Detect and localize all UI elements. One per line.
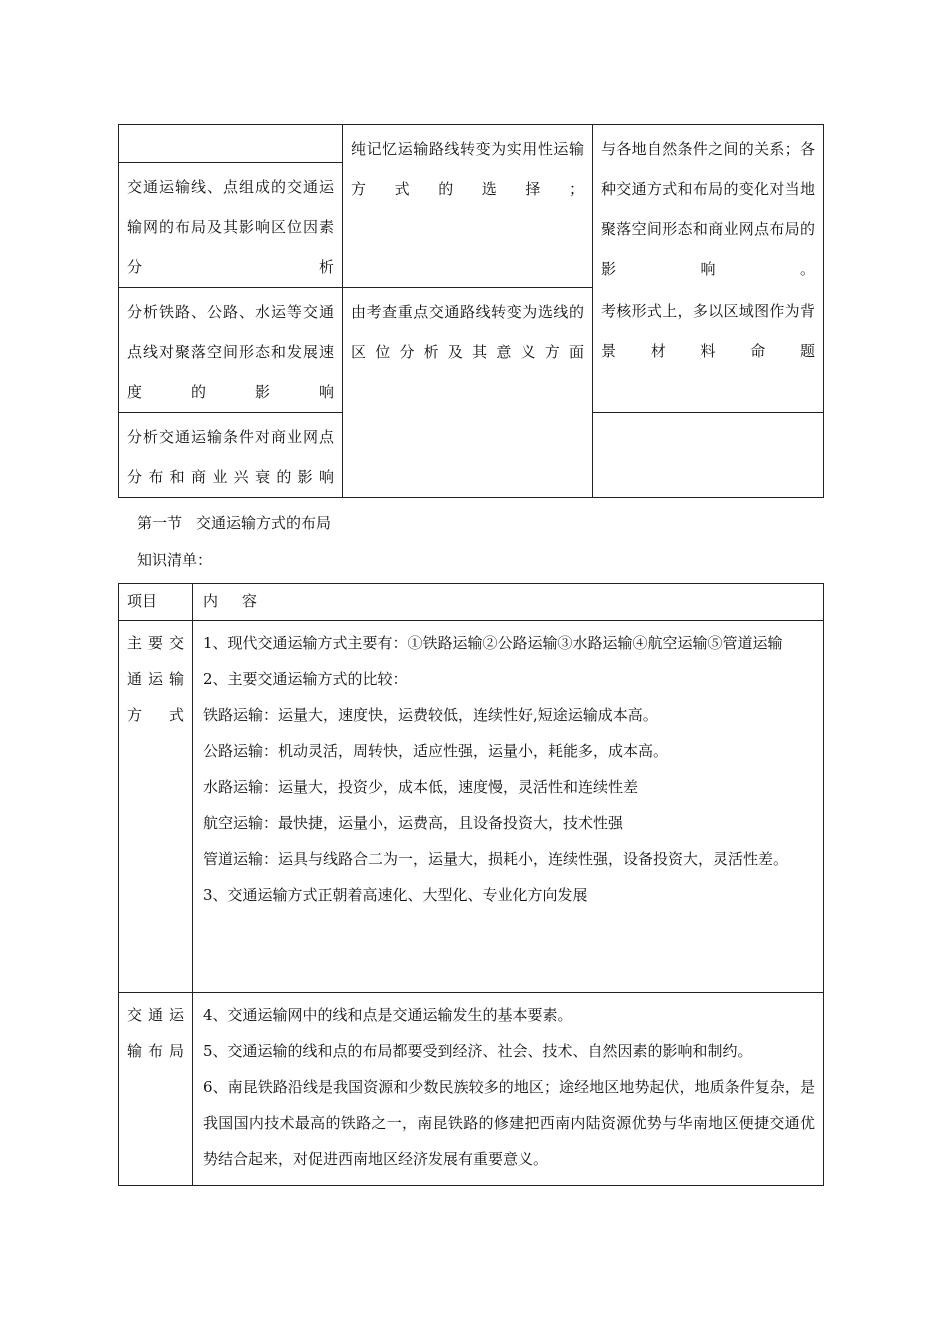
requirements-col2-lower-text: 由考查重点交通路线转变为选线的区位分析及其意义方面 — [351, 303, 584, 361]
requirements-col2-upper-text: 纯记忆运输路线转变为实用性运输方式的选择； — [351, 140, 584, 198]
content-line: 1、现代交通运输方式主要有：①铁路运输②公路运输③水路运输④航空运输⑤管道运输 — [203, 634, 783, 652]
content-line: 铁路运输：运量大，速度快，运费较低，连续性好,短途运输成本高。 — [203, 706, 658, 724]
requirements-cell-empty — [119, 125, 343, 163]
content-line: 6、南昆铁路沿线是我国资源和少数民族较多的地区；途经地区地势起伏，地质条件复杂，是我国国内技术最高的铁路之一，南昆铁路的修建把西南内陆资源优势与华南地区便捷交通优势结合起来，对促进西南地区经济发展有重要意义。 — [203, 1078, 815, 1168]
content-line: 公路运输：机动灵活，周转快，适应性强，运量小，耗能多，成本高。 — [203, 742, 669, 760]
table-row — [119, 621, 824, 993]
row-content — [193, 621, 823, 913]
requirements-col2-upper-cell — [343, 125, 593, 288]
content-line: 水路运输：运量大，投资少，成本低，速度慢，灵活性和连续性差 — [203, 778, 639, 796]
requirements-objective-text: 分析交通运输条件对商业网点分布和商业兴衰的影响 — [127, 428, 334, 486]
section-heading — [137, 512, 331, 534]
header-content-a: 内 — [203, 592, 219, 610]
row-item-label: 主要交通运输方式 — [127, 634, 184, 724]
requirements-col3-lower-cell — [593, 302, 824, 498]
requirements-objective-text: 分析铁路、公路、水运等交通点线对聚落空间形态和发展速度的影响 — [127, 303, 334, 401]
requirements-col2-lower-cell — [343, 288, 593, 498]
content-line: 3、交通运输方式正朝着高速化、大型化、专业化方向发展 — [203, 886, 588, 904]
requirements-col3-upper-text: 与各地自然条件之间的关系；各种交通方式和布局的变化对当地聚落空间形态和商业网点布局的影响。 — [601, 140, 815, 278]
content-line: 管道运输：运具与线路合二为一，运量大，损耗小，连续性强，设备投资大，灵活性差。 — [203, 850, 789, 868]
content-line: 4、交通运输网中的线和点是交通运输发生的基本要素。 — [203, 1006, 573, 1024]
table-row — [119, 993, 824, 1186]
content-line: 航空运输：最快捷，运量小，运费高，且设备投资大，技术性强 — [203, 814, 624, 832]
content-line: 5、交通运输的线和点的布局都要受到经济、社会、技术、自然因素的影响和制约。 — [203, 1042, 753, 1060]
knowledge-table-header — [119, 584, 824, 621]
section-subtitle: 知识清单： — [137, 551, 213, 569]
section-number: 第一节 — [137, 514, 183, 532]
requirements-table — [118, 124, 824, 498]
requirements-objective-cell — [119, 163, 343, 288]
header-content — [193, 584, 823, 614]
knowledge-table — [118, 583, 824, 1186]
row-item-label: 交通运输布局 — [127, 1006, 184, 1060]
header-item: 项目 — [127, 592, 158, 610]
requirements-objective-cell — [119, 288, 343, 413]
content-line: 2、主要交通运输方式的比较： — [203, 670, 408, 688]
header-content-b: 容 — [242, 592, 258, 610]
requirements-objective-text: 交通运输线、点组成的交通运输网的布局及其影响区位因素分析 — [127, 178, 334, 276]
requirements-col3-lower-text: 考核形式上，多以区域图作为背景材料命题 — [601, 302, 815, 360]
row-content — [193, 993, 823, 1177]
requirements-objective-cell — [119, 413, 343, 498]
section-title: 交通运输方式的布局 — [196, 514, 332, 532]
